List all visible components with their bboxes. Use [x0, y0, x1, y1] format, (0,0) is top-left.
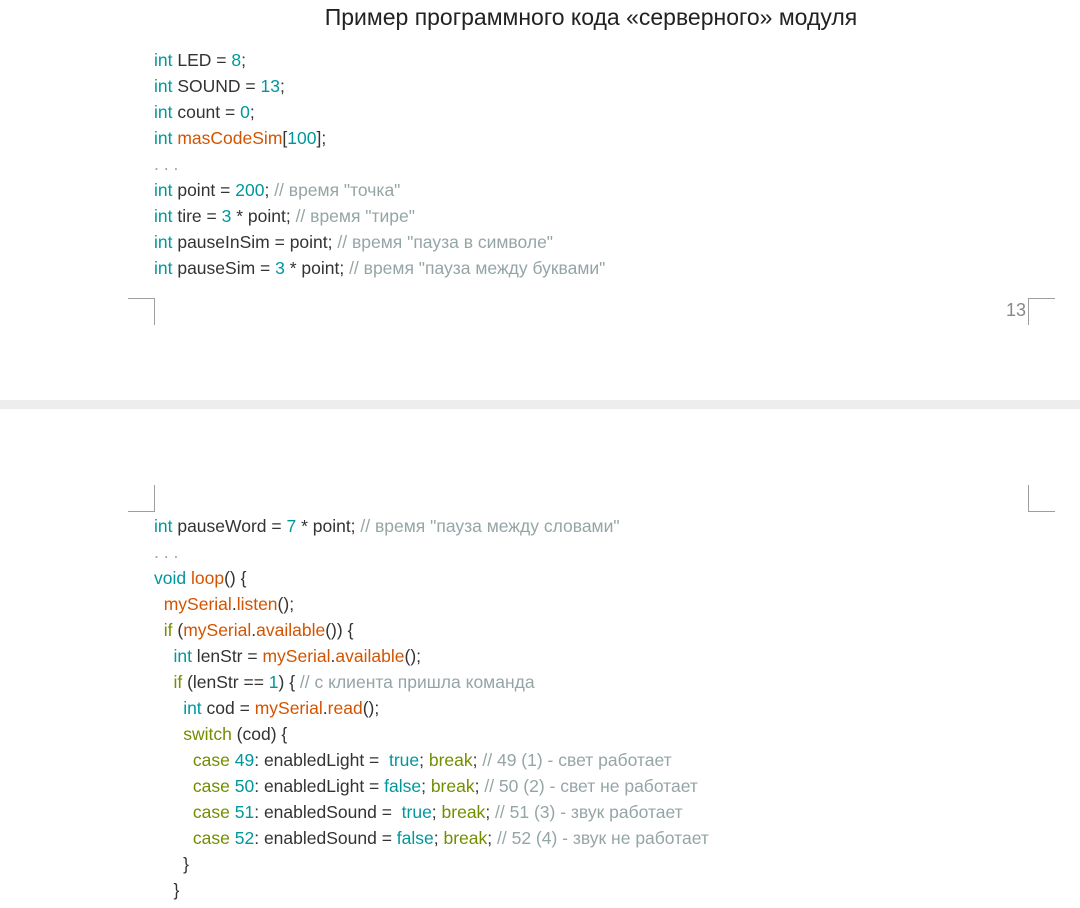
- code-token: 51: [234, 802, 255, 822]
- code-token: SOUND =: [172, 76, 261, 96]
- code-token: true: [388, 750, 420, 770]
- code-token: int: [154, 180, 173, 200]
- code-token: 13: [260, 76, 280, 96]
- code-token: [154, 620, 164, 640]
- code-line: [154, 203, 605, 229]
- code-line: [154, 721, 709, 747]
- code-line: [154, 643, 709, 669]
- code-token: mySerial: [254, 698, 323, 718]
- code-token: if: [173, 672, 183, 692]
- code-token: [154, 594, 164, 614]
- code-line: [154, 229, 605, 255]
- page-corner-mark-top-right: [1028, 485, 1055, 512]
- code-token: break: [428, 750, 473, 770]
- code-token: // время "пауза между словами": [360, 516, 620, 536]
- code-token: mySerial: [262, 646, 331, 666]
- code-token: int: [154, 128, 173, 148]
- code-token: available: [335, 646, 405, 666]
- code-token: }: [154, 854, 190, 874]
- code-line: [154, 799, 709, 825]
- code-token: loop: [190, 568, 225, 588]
- code-token: .: [231, 594, 237, 614]
- code-line: [154, 151, 605, 177]
- code-token: .: [322, 698, 328, 718]
- code-token: ;: [249, 102, 255, 122]
- code-token: ;: [419, 750, 429, 770]
- code-token: ;: [264, 180, 275, 200]
- code-token: case: [192, 828, 230, 848]
- code-token: 8: [231, 50, 242, 70]
- code-token: : enabledSound =: [254, 802, 402, 822]
- code-token: break: [441, 802, 486, 822]
- code-line: [154, 591, 709, 617]
- code-token: cod =: [201, 698, 255, 718]
- code-token: 7: [286, 516, 297, 536]
- code-token: listen: [236, 594, 278, 614]
- code-token: pauseSim =: [172, 258, 276, 278]
- code-token: ;: [487, 828, 497, 848]
- code-token: tire =: [172, 206, 222, 226]
- code-token: 49: [234, 750, 255, 770]
- code-line: [154, 825, 709, 851]
- code-token: mySerial: [183, 620, 252, 640]
- code-token: false: [384, 776, 422, 796]
- code-token: ];: [316, 128, 327, 148]
- code-token: (lenStr ==: [182, 672, 269, 692]
- code-token: [154, 698, 183, 718]
- code-token: . . .: [154, 154, 179, 174]
- code-line: [154, 513, 709, 539]
- code-token: (: [172, 620, 184, 640]
- code-token: ;: [431, 802, 442, 822]
- code-token: [154, 802, 193, 822]
- code-token: count =: [172, 102, 241, 122]
- code-token: ;: [421, 776, 431, 796]
- code-line: [154, 99, 605, 125]
- code-token: // 50 (2) - свет не работает: [484, 776, 698, 796]
- code-token: [154, 750, 193, 770]
- code-token: // время "точка": [274, 180, 401, 200]
- code-line: [154, 773, 709, 799]
- code-token: 100: [287, 128, 317, 148]
- code-token: 200: [235, 180, 265, 200]
- code-line: [154, 851, 709, 877]
- code-token: mySerial: [163, 594, 232, 614]
- code-token: : enabledLight =: [254, 776, 385, 796]
- code-line: [154, 617, 709, 643]
- code-token: int: [154, 516, 173, 536]
- code-token: int: [154, 232, 173, 252]
- code-token: 3: [221, 206, 232, 226]
- code-line: [154, 177, 605, 203]
- code-token: point =: [172, 180, 236, 200]
- code-token: 0: [240, 102, 250, 122]
- code-token: ;: [474, 776, 485, 796]
- code-token: int: [173, 646, 192, 666]
- code-token: [154, 646, 173, 666]
- code-token: * point;: [231, 206, 296, 226]
- code-line: [154, 539, 709, 565]
- code-token: // 51 (3) - звук работает: [495, 802, 683, 822]
- code-token: int: [154, 102, 173, 122]
- code-token: // 49 (1) - свет работает: [482, 750, 672, 770]
- page-break-divider: [0, 400, 1080, 409]
- code-token: int: [154, 206, 173, 226]
- code-token: ;: [433, 828, 444, 848]
- code-token: * point;: [284, 258, 350, 278]
- code-token: ;: [485, 802, 496, 822]
- page-title: Пример программного кода «серверного» модуля: [324, 4, 858, 30]
- code-token: ();: [277, 594, 295, 614]
- code-token: : enabledLight =: [254, 750, 389, 770]
- page-corner-mark-bottom-left: [128, 298, 155, 325]
- page-number: 13: [1006, 300, 1027, 320]
- code-token: // время "тире": [295, 206, 415, 226]
- code-token: // время "пауза в символе": [337, 232, 554, 252]
- code-token: available: [256, 620, 326, 640]
- code-token: int: [154, 50, 173, 70]
- code-token: read: [327, 698, 363, 718]
- code-line: [154, 47, 605, 73]
- code-token: break: [443, 828, 488, 848]
- code-token: // 52 (4) - звук не работает: [497, 828, 709, 848]
- code-token: ;: [241, 50, 246, 70]
- code-token: // с клиента пришла команда: [299, 672, 535, 692]
- code-token: ;: [279, 76, 285, 96]
- code-token: int: [154, 76, 173, 96]
- code-token: : enabledSound =: [254, 828, 397, 848]
- code-token: () {: [224, 568, 247, 588]
- code-token: case: [192, 802, 230, 822]
- code-token: switch: [183, 724, 232, 744]
- code-token: 1: [268, 672, 279, 692]
- code-line: [154, 669, 709, 695]
- code-token: case: [192, 776, 230, 796]
- code-token: false: [396, 828, 434, 848]
- code-token: ()) {: [325, 620, 354, 640]
- code-token: [: [282, 128, 288, 148]
- code-token: lenStr =: [191, 646, 263, 666]
- code-token: if: [163, 620, 173, 640]
- code-token: LED =: [172, 50, 232, 70]
- code-token: .: [251, 620, 257, 640]
- code-token: ();: [362, 698, 380, 718]
- code-block-page-2: [154, 513, 709, 903]
- code-token: true: [401, 802, 432, 822]
- code-line: [154, 125, 605, 151]
- code-token: ();: [404, 646, 422, 666]
- code-token: [154, 828, 193, 848]
- code-line: [154, 695, 709, 721]
- code-token: * point;: [296, 516, 361, 536]
- code-token: masCodeSim: [177, 128, 283, 148]
- code-line: [154, 747, 709, 773]
- code-line: [154, 255, 605, 281]
- code-line: [154, 877, 709, 903]
- page-corner-mark-top-left: [128, 485, 155, 512]
- code-token: int: [154, 258, 173, 278]
- code-token: void: [154, 568, 187, 588]
- code-token: [154, 672, 173, 692]
- code-token: ;: [472, 750, 483, 770]
- code-token: . . .: [154, 542, 179, 562]
- code-token: 3: [275, 258, 285, 278]
- code-line: [154, 565, 709, 591]
- code-token: 52: [234, 828, 255, 848]
- code-token: case: [192, 750, 230, 770]
- code-line: [154, 73, 605, 99]
- code-block-page-1: [154, 47, 605, 281]
- code-token: int: [183, 698, 202, 718]
- code-token: .: [330, 646, 336, 666]
- code-token: // время "пауза между буквами": [349, 258, 606, 278]
- code-token: (cod) {: [231, 724, 288, 744]
- code-token: [154, 776, 193, 796]
- code-token: pauseWord =: [172, 516, 287, 536]
- code-token: break: [430, 776, 475, 796]
- code-token: 50: [234, 776, 255, 796]
- code-token: pauseInSim = point;: [172, 232, 338, 252]
- page-corner-mark-bottom-right: [1028, 298, 1055, 325]
- code-token: ) {: [278, 672, 300, 692]
- code-token: }: [154, 880, 180, 900]
- code-token: [154, 724, 183, 744]
